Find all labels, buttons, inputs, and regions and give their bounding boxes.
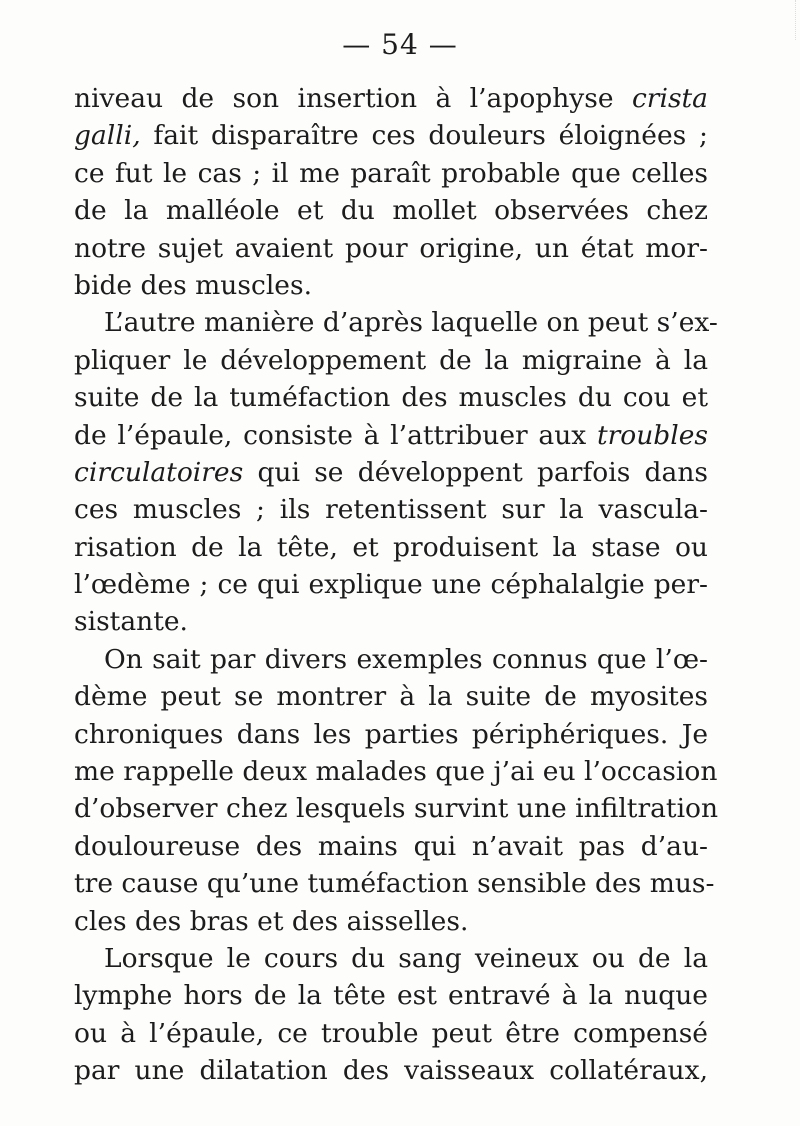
text-line: ce fut le cas ; il me paraît probable que celles xyxy=(74,157,708,189)
text-line: de la malléole et du mollet observées chez xyxy=(74,195,708,227)
text-line: On sait par divers exemples connus que l’œ- xyxy=(104,643,708,675)
text-line: sistante. xyxy=(74,606,188,638)
text-line: me rappelle deux malades que j’ai eu l’occasion xyxy=(74,756,718,788)
text-line: ou à l’épaule, ce trouble peut être compensé xyxy=(74,1017,708,1049)
text-line: d’observer chez lesquels survint une infiltration xyxy=(74,793,719,825)
body-text xyxy=(74,80,719,1090)
text-line: circulatoires qui se développent parfois dans xyxy=(74,456,708,488)
text-line: Lorsque le cours du sang veineux ou de la xyxy=(104,942,708,974)
text-line: lymphe hors de la tête est entravé à la nuque xyxy=(74,980,708,1012)
text-line: de l’épaule, consiste à l’attribuer aux troubles xyxy=(74,419,708,451)
text-line: dème peut se montrer à la suite de myosites xyxy=(74,681,708,713)
page-number: — 54 — xyxy=(342,28,458,61)
text-line: suite de la tuméfaction des muscles du cou et xyxy=(74,382,708,414)
text-line: cles des bras et des aisselles. xyxy=(74,905,469,937)
text-line: risation de la tête, et produisent la stase ou xyxy=(74,531,708,563)
text-line: par une dilatation des vaisseaux collatéraux, xyxy=(74,1055,708,1087)
text-line: bide des muscles. xyxy=(74,269,312,301)
text-line: L’autre manière d’après laquelle on peut s’ex- xyxy=(104,307,718,339)
text-line: tre cause qu’une tuméfaction sensible des mus- xyxy=(74,868,715,900)
text-line: niveau de son insertion à l’apophyse crista xyxy=(74,83,708,114)
text-line: douloureuse des mains qui n’avait pas d’au- xyxy=(74,830,708,862)
text-line: notre sujet avaient pour origine, un état mor- xyxy=(74,232,708,264)
text-line: l’œdème ; ce qui explique une céphalalgie per- xyxy=(74,569,708,601)
text-line: pliquer le développement de la migraine à la xyxy=(74,344,708,376)
text-line: galli, fait disparaître ces douleurs éloignées ; xyxy=(74,120,708,152)
text-line: ces muscles ; ils retentissent sur la vascula- xyxy=(74,494,708,526)
text-line: chroniques dans les parties périphériques. Je xyxy=(74,718,708,750)
